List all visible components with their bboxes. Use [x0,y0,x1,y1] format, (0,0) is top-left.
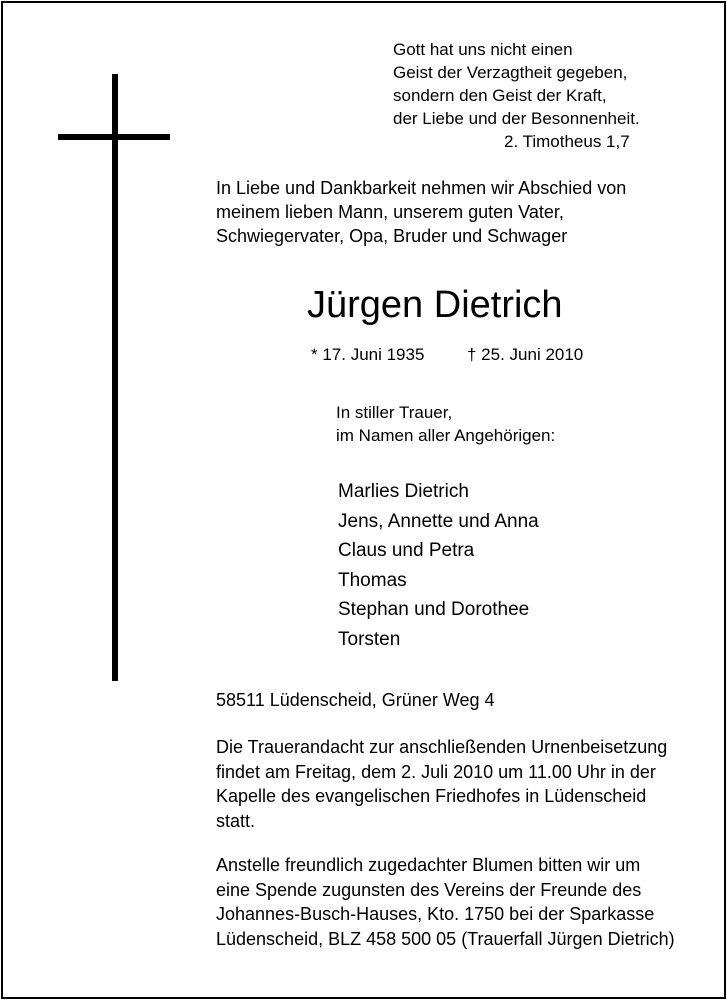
mourning-line: In stiller Trauer, [336,403,453,422]
verse-line: der Liebe und der Besonnenheit. [393,109,640,128]
deceased-name: Jürgen Dietrich [307,284,563,326]
family-address: 58511 Lüdenscheid, Grüner Weg 4 [216,690,495,710]
service-line: Die Trauerandacht zur anschließenden Urnenbeisetzung [216,737,668,757]
relative-name: Marlies Dietrich [338,481,469,502]
verse-line: Gott hat uns nicht einen [393,40,573,59]
intro-line: In Liebe und Dankbarkeit nehmen wir Abschied von [216,178,627,198]
donation-line: Anstelle freundlich zugedachter Blumen bitten wir um [216,855,641,875]
bible-verse [393,38,640,153]
cross-horizontal-bar [58,134,170,140]
service-announcement [216,735,667,833]
verse-reference: 2. Timotheus 1,7 [504,132,630,151]
mourning-statement [336,401,555,447]
donation-request [216,853,675,951]
relative-name: Jens, Annette und Anna [338,510,539,532]
verse-line: sondern den Geist der Kraft, [393,86,607,105]
relative-name: Stephan und Dorothee [338,599,530,620]
relatives-list [338,477,539,654]
cross-vertical-bar [112,74,118,681]
service-line: findet am Freitag, dem 2. Juli 2010 um 11.00 Uhr in der [216,761,656,782]
donation-line: eine Spende zugunsten des Vereins der Freunde des [216,879,642,900]
death-date: † 25. Juni 2010 [467,345,584,364]
intro-line: Schwiegervater, Opa, Bruder und Schwager [216,226,568,246]
service-line: statt. [216,810,256,831]
relative-name: Claus und Petra [338,540,475,561]
relative-name: Torsten [338,628,401,650]
service-line: Kapelle des evangelischen Friedhofes in Lüdenscheid [216,786,647,806]
donation-line: Johannes-Busch-Hauses, Kto. 1750 bei der Sparkasse [216,904,655,924]
relative-name: Thomas [338,569,407,591]
intro-line: meinem lieben Mann, unserem guten Vater, [216,202,564,222]
verse-line: Geist der Verzagtheit gegeben, [393,63,628,82]
donation-line: Lüdenscheid, BLZ 458 500 05 (Trauerfall Jürgen Dietrich) [216,928,675,949]
mourning-line: im Namen aller Angehörigen: [336,426,556,445]
farewell-intro [216,176,626,248]
birth-date: * 17. Juni 1935 [311,345,425,364]
